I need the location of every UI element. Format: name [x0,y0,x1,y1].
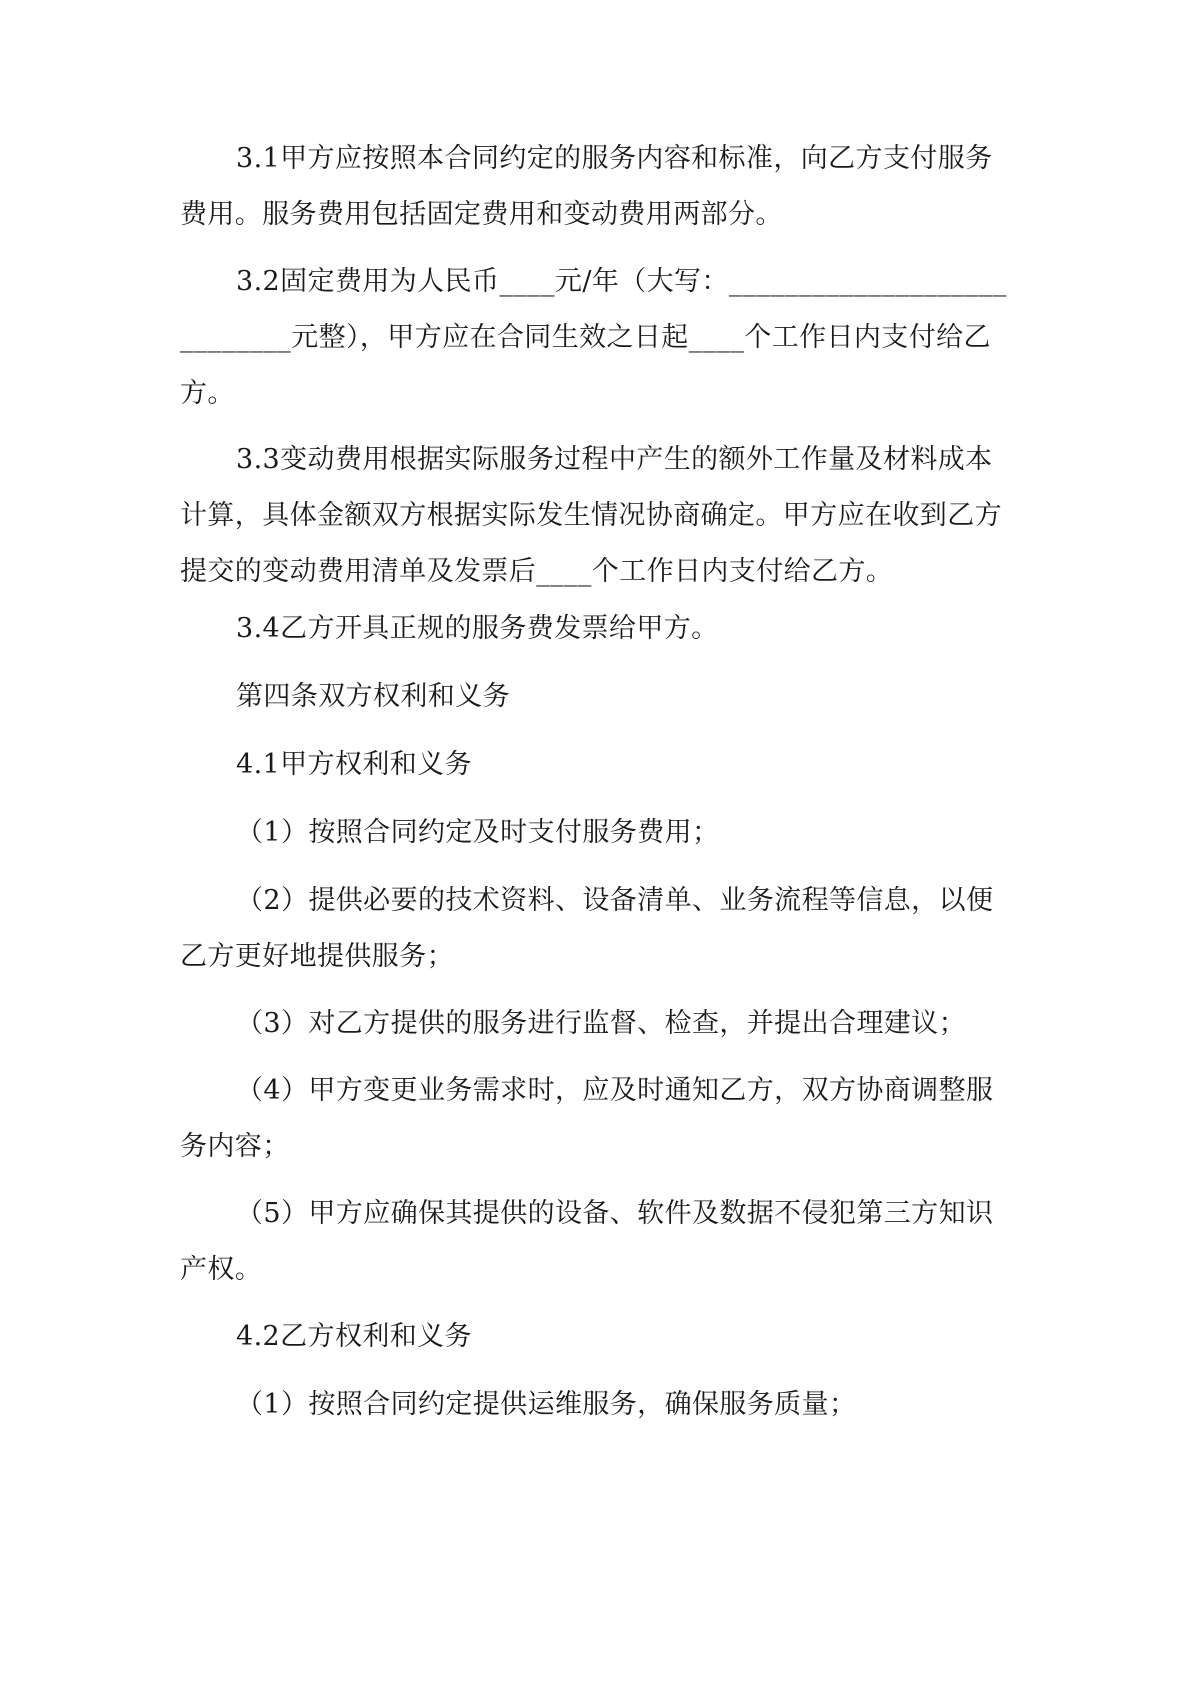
article-4-heading: 第四条双方权利和义务 [236,681,510,712]
clause-4-2-heading: 4.2乙方权利和义务 [236,1321,472,1352]
clause-4-1-heading: 4.1甲方权利和义务 [236,749,472,780]
clause-3-1-paragraph: 3.1甲方应按照本合同约定的服务内容和标准，向乙方支付服务费用。服务费用包括固定费用和变动费用两部分。 [180,143,993,230]
clause-4-1-item-3: （3）对乙方提供的服务进行监督、检查，并提出合理建议； [236,1008,966,1039]
clause-4-1-item-1: （1）按照合同约定及时支付服务费用； [236,817,720,848]
clause-4-2-item-1: （1）按照合同约定提供运维服务，确保服务质量； [236,1389,857,1420]
clause-3-2-paragraph: 3.2固定费用为人民币____元/年（大写：____________________________元整），甲方应在合同生效之日起____个工作日内支付给乙方。 [180,266,1007,409]
clause-4-1-item-5: （5）甲方应确保其提供的设备、软件及数据不侵犯第三方知识产权。 [180,1198,994,1285]
clause-3-4-paragraph: 3.4乙方开具正规的服务费发票给甲方。 [236,613,719,644]
clause-4-1-item-4: （4）甲方变更业务需求时，应及时通知乙方，双方协商调整服务内容； [180,1075,994,1162]
clause-3-3-paragraph: 3.3变动费用根据实际服务过程中产生的额外工作量及材料成本计算，具体金额双方根据实际发生情况协商确定。甲方应在收到乙方提交的变动费用清单及发票后____个工作日内支付给乙方。 [180,444,1002,587]
clause-4-1-item-2: （2）提供必要的技术资料、设备清单、业务流程等信息，以便乙方更好地提供服务； [180,885,994,972]
